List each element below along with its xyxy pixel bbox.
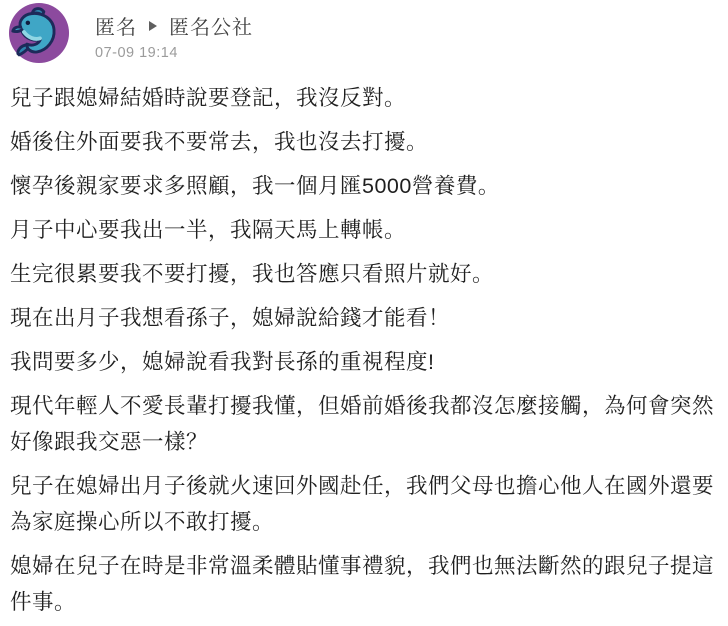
post-paragraph: 現代年輕人不愛長輩打擾我懂，但婚前婚後我都沒怎麼接觸，為何會突然好像跟我交惡一樣？	[10, 394, 715, 454]
dolphin-icon	[8, 2, 70, 64]
board-name[interactable]: 匿名公社	[169, 17, 253, 39]
post-paragraph: 現在出月子我想看孫子，媳婦說給錢才能看！	[10, 306, 451, 330]
title-row	[95, 11, 253, 40]
author-name[interactable]: 匿名	[95, 17, 137, 39]
timestamp: 07-09 19:14	[95, 45, 178, 61]
post-paragraph: 婚後住外面要我不要常去，我也沒去打擾。	[10, 130, 429, 154]
post-paragraph: 我問要多少，媳婦說看我對長孫的重視程度!	[10, 350, 435, 374]
post-paragraph: 媳婦在兒子在時是非常溫柔體貼懂事禮貌，我們也無法斷然的跟兒子提這件事。	[10, 554, 715, 614]
forward-arrow-icon	[149, 21, 157, 31]
post-paragraph: 生完很累要我不要打擾，我也答應只看照片就好。	[10, 262, 495, 286]
post-body	[0, 80, 728, 620]
post-paragraph: 兒子在媳婦出月子後就火速回外國赴任，我們父母也擔心他人在國外還要為家庭操心所以不敢打擾。	[10, 474, 715, 534]
post-paragraph: 月子中心要我出一半，我隔天馬上轉帳。	[10, 218, 407, 242]
post-paragraph: 兒子跟媳婦結婚時說要登記，我沒反對。	[10, 86, 407, 110]
post-header	[0, 0, 728, 64]
avatar[interactable]	[8, 2, 70, 64]
header-info	[95, 2, 253, 61]
post-paragraph: 懷孕後親家要求多照顧，我一個月匯5000營養費。	[10, 174, 500, 198]
